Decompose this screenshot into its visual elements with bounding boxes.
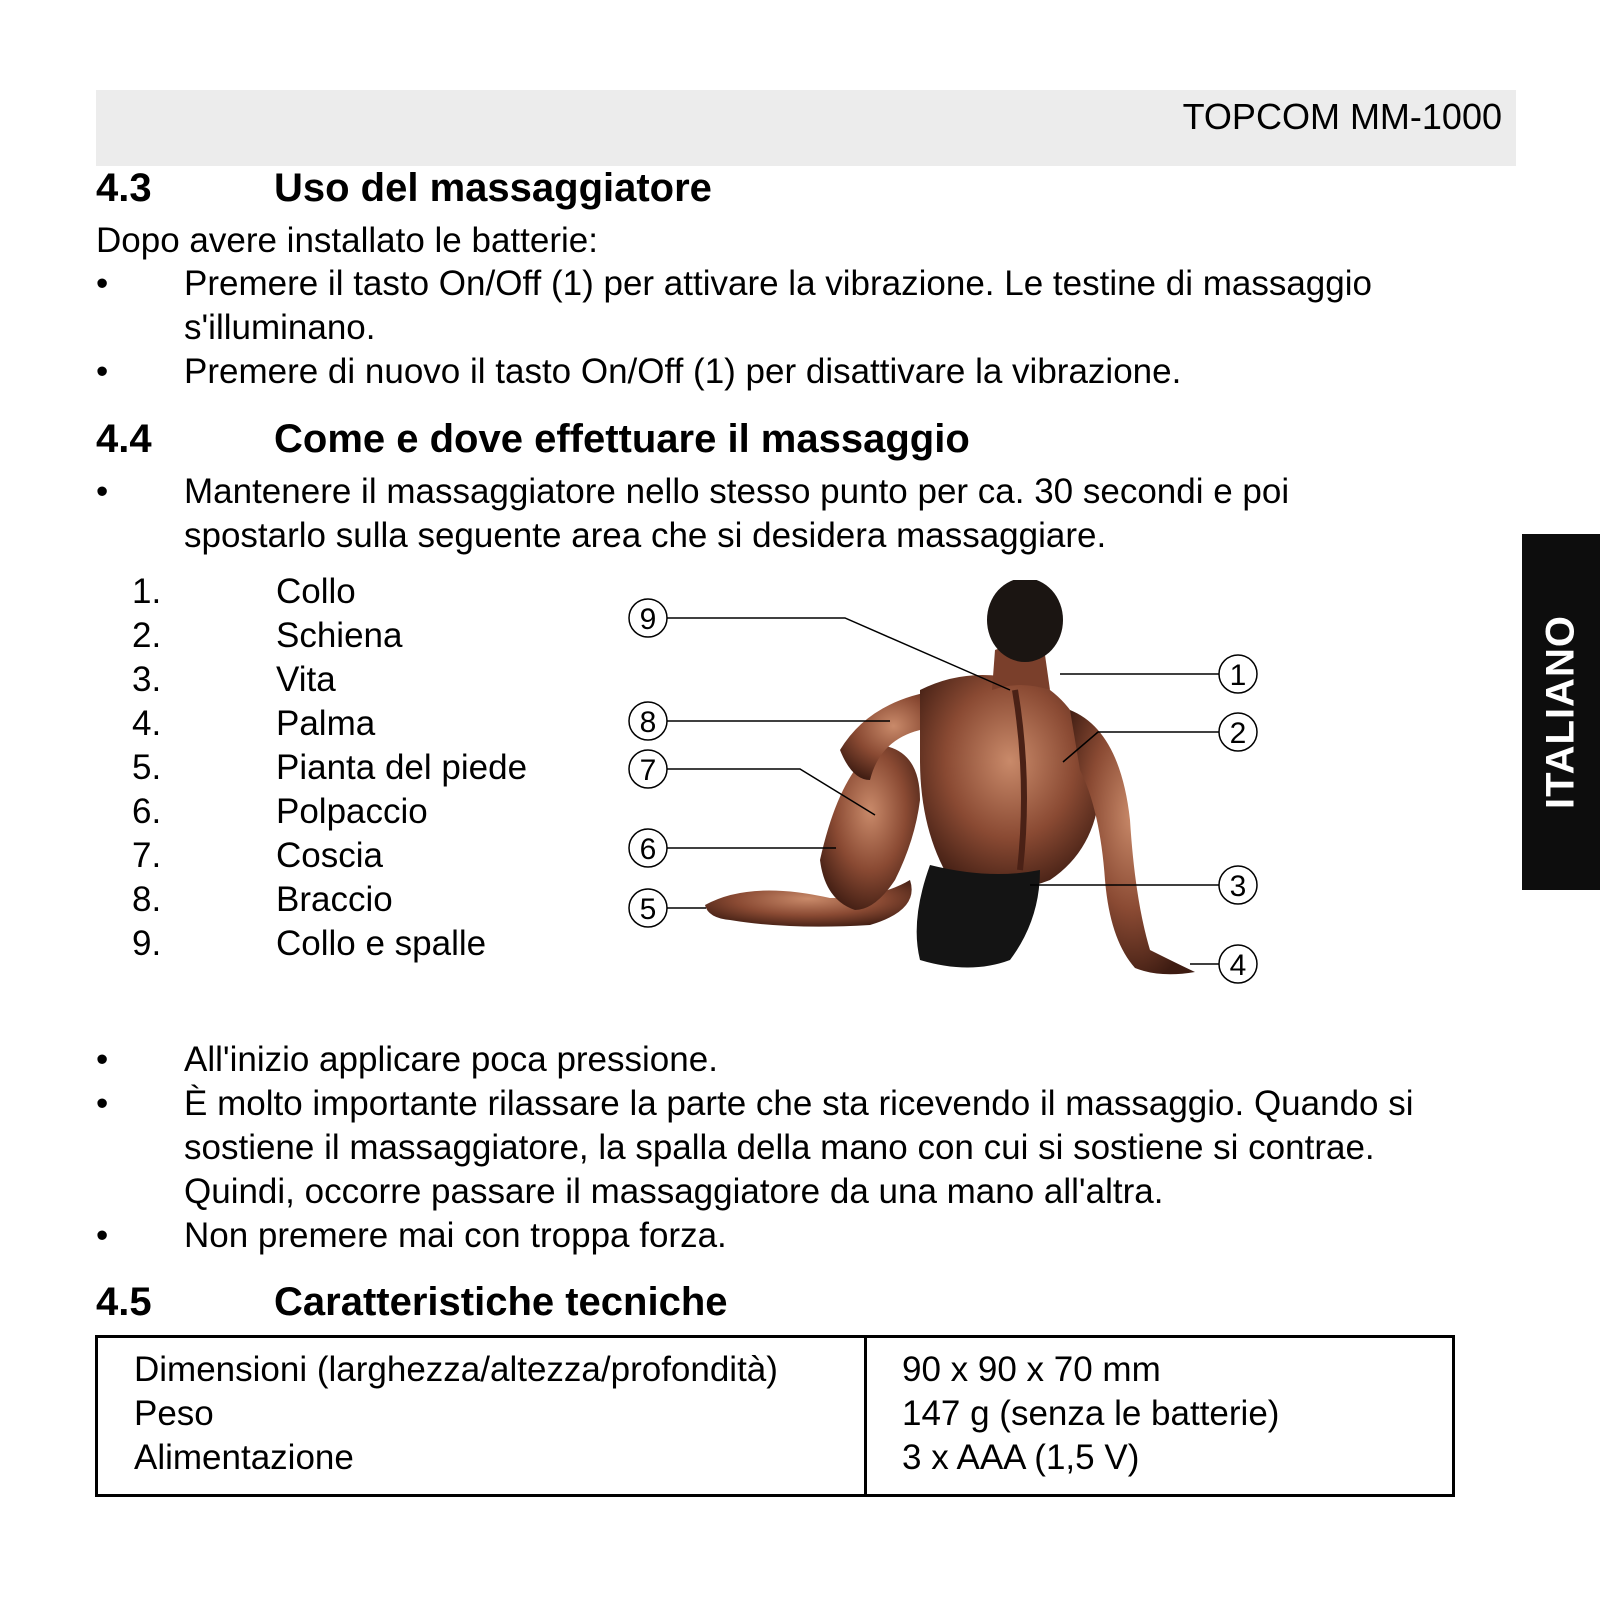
bullet-text: Mantenere il massaggiatore nello stesso punto per ca. 30 secondi e poi xyxy=(184,472,1290,511)
section-number: 4.4 xyxy=(96,417,152,461)
list-label: Schiena xyxy=(276,616,403,655)
bullet-text: Non premere mai con troppa forza. xyxy=(184,1216,727,1255)
spec-values-column xyxy=(902,1348,1279,1480)
callout-1-label: 1 xyxy=(1229,659,1247,692)
list-number: 3. xyxy=(132,660,162,699)
bullet-text: Premere il tasto On/Off (1) per attivare la vibrazione. Le testine di massaggio xyxy=(184,264,1372,303)
spec-value: 90 x 90 x 70 mm xyxy=(902,1350,1161,1389)
person-silhouette xyxy=(705,580,1195,974)
callout-9-label: 9 xyxy=(639,603,657,636)
list-label: Collo xyxy=(276,572,356,611)
bullet-text: È molto importante rilassare la parte che sta ricevendo il massaggio. Quando si xyxy=(184,1084,1414,1123)
specifications-table xyxy=(95,1335,1455,1497)
bullet-continuation: spostarlo sulla seguente area che si desidera massaggiare. xyxy=(184,516,1107,555)
spec-label: Alimentazione xyxy=(134,1438,354,1477)
list-number: 9. xyxy=(132,924,162,963)
bullet-symbol: • xyxy=(96,352,109,391)
list-number: 6. xyxy=(132,792,162,831)
list-number: 2. xyxy=(132,616,162,655)
callout-4-label: 4 xyxy=(1229,949,1247,982)
list-label: Palma xyxy=(276,704,376,743)
list-number: 5. xyxy=(132,748,162,787)
callout-7-label: 7 xyxy=(639,754,657,787)
list-number: 4. xyxy=(132,704,162,743)
bullet-symbol: • xyxy=(96,1040,109,1079)
callout-3-label: 3 xyxy=(1229,870,1247,903)
bullet-text: Premere di nuovo il tasto On/Off (1) per disattivare la vibrazione. xyxy=(184,352,1182,391)
language-tab xyxy=(1522,534,1600,890)
bullet-text: All'inizio applicare poca pressione. xyxy=(184,1040,718,1079)
list-label: Braccio xyxy=(276,880,393,919)
list-number: 1. xyxy=(132,572,162,611)
product-title: TOPCOM MM-1000 xyxy=(1182,96,1502,137)
body-illustration xyxy=(620,580,1300,1010)
spec-labels-column xyxy=(134,1348,778,1480)
spec-label: Dimensioni (larghezza/altezza/profondità) xyxy=(134,1350,778,1389)
callout-8-label: 8 xyxy=(639,706,657,739)
section-title: Caratteristiche tecniche xyxy=(274,1280,728,1324)
list-label: Polpaccio xyxy=(276,792,428,831)
bullet-continuation: sostiene il massaggiatore, la spalla della mano con cui si sostiene si contrae. xyxy=(184,1128,1375,1167)
language-tab-label: ITALIANO xyxy=(1538,615,1583,809)
list-label: Collo e spalle xyxy=(276,924,487,963)
bullet-symbol: • xyxy=(96,472,109,511)
bullet-symbol: • xyxy=(96,264,109,303)
massage-points-figure xyxy=(620,580,1300,1010)
page-header xyxy=(96,90,1516,166)
bullet-symbol: • xyxy=(96,1216,109,1255)
list-label: Vita xyxy=(276,660,336,699)
bullet-continuation: Quindi, occorre passare il massaggiatore da una mano all'altra. xyxy=(184,1172,1164,1211)
list-label: Pianta del piede xyxy=(276,748,528,787)
section-number: 4.3 xyxy=(96,166,152,210)
section-title: Uso del massaggiatore xyxy=(274,166,712,210)
spec-label: Peso xyxy=(134,1394,214,1433)
section-intro: Dopo avere installato le batterie: xyxy=(96,221,598,260)
list-number: 7. xyxy=(132,836,162,875)
spec-value: 3 x AAA (1,5 V) xyxy=(902,1438,1140,1477)
bullet-continuation: s'illuminano. xyxy=(184,308,376,347)
spec-value: 147 g (senza le batterie) xyxy=(902,1394,1280,1433)
callout-5-label: 5 xyxy=(639,893,657,926)
callout-6-label: 6 xyxy=(639,833,657,866)
list-number: 8. xyxy=(132,880,162,919)
table-divider xyxy=(864,1338,867,1494)
bullet-symbol: • xyxy=(96,1084,109,1123)
list-label: Coscia xyxy=(276,836,383,875)
section-title: Come e dove effettuare il massaggio xyxy=(274,417,970,461)
callout-2-label: 2 xyxy=(1229,717,1247,750)
section-number: 4.5 xyxy=(96,1280,152,1324)
